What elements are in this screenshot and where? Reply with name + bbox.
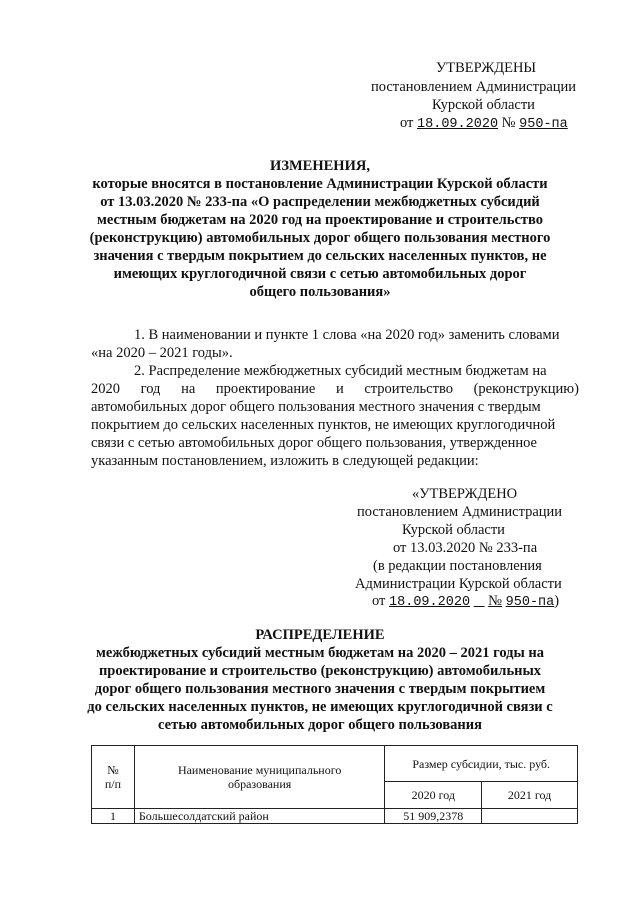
paragraph-2-line: 2. Распределение межбюджетных субсидий местным бюджетам на	[134, 363, 547, 379]
approval2-line: Администрации Курской области	[355, 576, 562, 592]
distribution-heading: РАСПРЕДЕЛЕНИЕ	[255, 627, 385, 643]
changes-line: (реконструкцию) автомобильных дорог общего пользования местного	[89, 230, 551, 246]
paragraph-1-line: 1. В наименовании и пункте 1 слова «на 2020 год» заменить словами	[134, 327, 560, 343]
approval-date-line	[400, 115, 568, 133]
row-2021	[482, 809, 578, 824]
word: на	[181, 381, 196, 397]
distribution-line: до сельских населенных пунктов, не имеющих круглогодичной связи с	[87, 699, 553, 715]
header-number-line: п/п	[104, 777, 122, 791]
row-number: 1	[92, 809, 135, 824]
distribution-table	[91, 745, 578, 824]
changes-line: значения с твердым покрытием до сельских населенных пунктов, не	[93, 248, 547, 264]
approval-title: УТВЕРЖДЕНЫ	[436, 60, 537, 76]
approval2-line: от 13.03.2020 № 233-па	[393, 540, 538, 556]
header-2020: 2020 год	[385, 782, 482, 809]
header-name-line: образования	[227, 777, 292, 791]
paragraph-2-line: связи с сетью автомобильных дорог общего пользования, утвержденное	[91, 435, 537, 451]
header-2021: 2021 год	[482, 782, 578, 809]
date-prefix: от	[400, 115, 414, 131]
paragraph-2-line: указанным постановлением, изложить в следующей редакции:	[91, 453, 479, 469]
header-amount: Размер субсидии, тыс. руб.	[385, 746, 578, 782]
distribution-line: проектирование и строительство (реконструкцию) автомобильных	[98, 663, 542, 679]
header-number	[92, 746, 135, 809]
approval2-line: постановлением Администрации	[357, 504, 563, 520]
word: проектирование	[215, 381, 316, 397]
header-number-line: №	[107, 763, 119, 777]
approval2-date-line	[372, 593, 559, 611]
approval2-date: 18.09.2020	[389, 595, 471, 610]
changes-line: которые вносятся в постановление Администрации Курской области	[92, 176, 548, 192]
paragraph-2-line: автомобильных дорог общего пользования местного значения с твердым	[91, 399, 541, 415]
distribution-line: сетью автомобильных дорог общего пользования	[158, 717, 482, 733]
changes-line: общего пользования»	[249, 284, 391, 300]
table-row	[92, 809, 578, 824]
number-sign: №	[488, 593, 503, 609]
date-prefix: от	[372, 593, 386, 609]
approval2-line: (в редакции постановления	[373, 558, 542, 574]
changes-heading: ИЗМЕНЕНИЯ,	[270, 158, 370, 174]
word: 2020	[91, 381, 120, 397]
word: год	[140, 381, 161, 397]
paragraph-2-line	[91, 381, 579, 398]
distribution-line: дорог общего пользования местного значения с твердым покрытием	[94, 681, 546, 697]
header-name-line: Наименование муниципального	[177, 763, 342, 777]
changes-line: имеющих круглогодичной связи с сетью автомобильных дорог	[113, 266, 527, 282]
approval-line: постановлением Администрации	[371, 79, 577, 95]
approval-line: Курской области	[432, 97, 535, 113]
word: строительство	[364, 381, 453, 397]
closing-paren: )	[554, 593, 560, 609]
row-2020: 51 909,2378	[385, 809, 482, 824]
approval2-number: 950-па	[505, 595, 555, 610]
approval2-line: Курской области	[402, 522, 505, 538]
changes-line: местным бюджетам на 2020 год на проектирование и строительство	[97, 212, 543, 228]
word: (реконструкцию)	[473, 381, 579, 397]
header-name	[134, 746, 384, 809]
word: и	[335, 381, 344, 397]
approval-number: 950-па	[519, 117, 568, 132]
row-name: Большесолдатский район	[134, 809, 384, 824]
date-gap	[474, 593, 485, 609]
approval-date: 18.09.2020	[417, 117, 499, 132]
changes-line: от 13.03.2020 № 233-па «О распределении межбюджетных субсидий	[100, 194, 540, 210]
approval2-title: «УТВЕРЖДЕНО	[412, 486, 518, 502]
distribution-line: межбюджетных субсидий местным бюджетам на 2020 – 2021 годы на	[95, 645, 545, 661]
paragraph-1-line: «на 2020 – 2021 годы».	[91, 345, 233, 361]
paragraph-2-line: покрытием до сельских населенных пунктов, не имеющих круглогодичной	[91, 417, 556, 433]
number-sign: №	[501, 115, 516, 131]
